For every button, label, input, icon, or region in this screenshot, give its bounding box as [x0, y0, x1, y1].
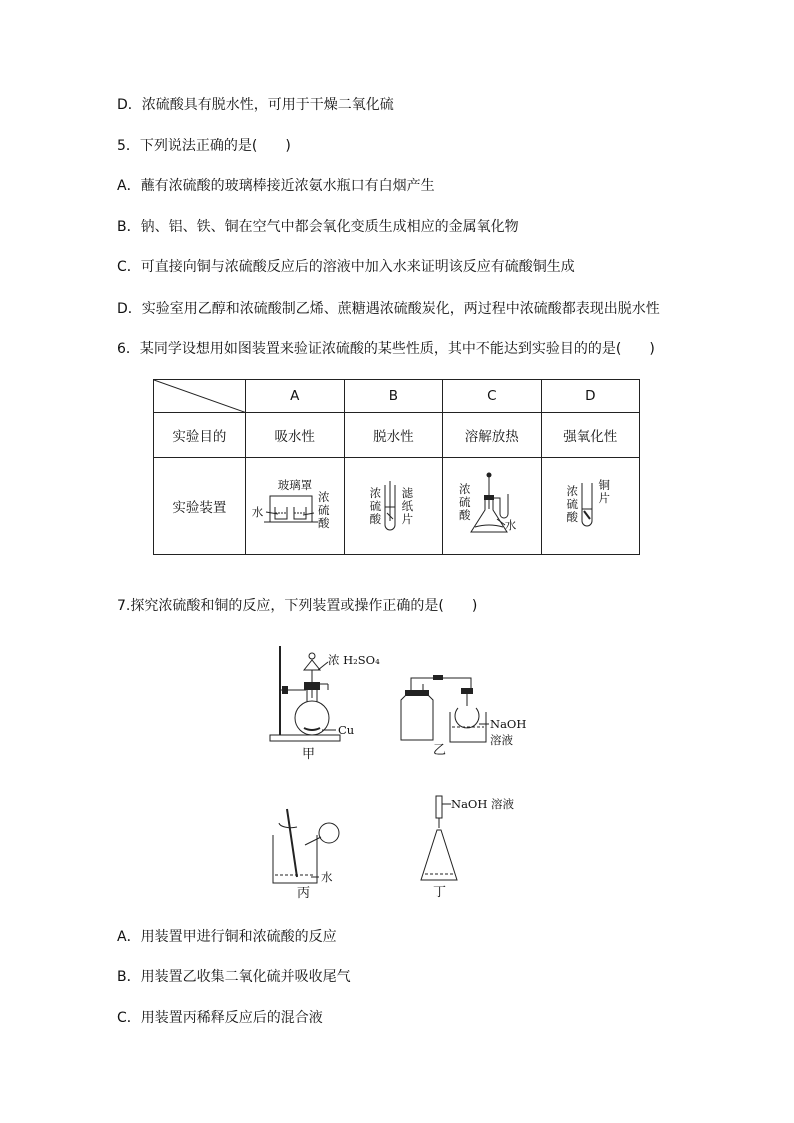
q6-stem: 6．某同学设想用如图装置来验证浓硫酸的某些性质，其中不能达到实验目的的是( )	[117, 341, 655, 357]
cu-label: Cu	[338, 723, 355, 737]
q5-option-c: C．可直接向铜与浓硫酸反应后的溶液中加入水来证明该反应有硫酸铜生成	[117, 259, 575, 275]
row-label-purpose: 实验目的	[154, 413, 246, 458]
diagonal-header-cell	[154, 380, 246, 413]
q7-option-c: C．用装置丙稀释反应后的混合液	[117, 1010, 323, 1026]
purpose-b: 脱水性	[344, 413, 442, 458]
copper-tube-apparatus	[560, 471, 620, 537]
purpose-c: 溶解放热	[443, 413, 542, 458]
purpose-d: 强氧化性	[541, 413, 639, 458]
q7-option-b: B．用装置乙收集二氧化硫并吸收尾气	[117, 969, 351, 985]
copper-label: 铜片	[598, 478, 611, 505]
q5-option-d: D．实验室用乙醇和浓硫酸制乙烯、蔗糖遇浓硫酸炭化，两过程中浓硫酸都表现出脱水性	[117, 301, 660, 317]
acid-label: 浓硫酸	[566, 484, 579, 524]
paper-label: 滤纸片	[401, 486, 414, 526]
naoh-label: NaOH 溶液	[451, 797, 515, 811]
apparatus-b	[344, 458, 442, 555]
water-label: 水	[321, 870, 333, 884]
diagonal-line	[154, 380, 247, 413]
purpose-a: 吸水性	[245, 413, 344, 458]
bing-drawing	[265, 805, 355, 900]
filter-paper-apparatus	[363, 471, 423, 537]
q7-option-a: A．用装置甲进行铜和浓硫酸的反应	[117, 929, 337, 945]
row-label-apparatus: 实验装置	[154, 458, 246, 555]
acid-label: 浓硫酸	[317, 490, 330, 530]
q5-option-a: A．蘸有浓硫酸的玻璃棒接近浓氨水瓶口有白烟产生	[117, 178, 435, 194]
acid-label: 浓 H₂SO₄	[328, 653, 380, 667]
naoh-label: NaOH	[490, 717, 527, 731]
ding-caption: 丁	[433, 885, 447, 900]
q5-option-b: B．钠、铝、铁、铜在空气中都会氧化变质生成相应的金属氧化物	[117, 219, 519, 235]
apparatus-jia	[260, 640, 380, 765]
col-header-c: C	[443, 380, 542, 413]
water-label: 水	[504, 518, 517, 532]
apparatus-a	[245, 458, 344, 555]
solution-label: 溶液	[490, 733, 513, 747]
apparatus-d	[541, 458, 639, 555]
bing-caption: 丙	[297, 886, 311, 901]
acid-label: 浓硫酸	[459, 482, 471, 522]
jia-caption: 甲	[302, 747, 316, 762]
col-header-d: D	[541, 380, 639, 413]
water-label: 水	[251, 505, 264, 519]
yi-caption: 乙	[433, 743, 447, 758]
cover-label: 玻璃罩	[277, 478, 313, 492]
flask-u-tube-apparatus	[457, 469, 527, 539]
q4-option-d: D．浓硫酸具有脱水性，可用于干燥二氧化硫	[117, 97, 394, 113]
q6-table	[153, 379, 640, 555]
col-header-b: B	[344, 380, 442, 413]
q5-stem: 5．下列说法正确的是( )	[117, 138, 291, 154]
apparatus-bing	[265, 805, 355, 900]
apparatus-c	[443, 458, 542, 555]
col-header-a: A	[245, 380, 344, 413]
apparatus-yi	[395, 672, 535, 767]
acid-label: 浓硫酸	[369, 486, 382, 526]
q7-stem: 7.探究浓硫酸和铜的反应，下列装置或操作正确的是( )	[117, 598, 478, 614]
apparatus-ding	[415, 792, 525, 902]
glass-cover-apparatus	[248, 471, 342, 537]
